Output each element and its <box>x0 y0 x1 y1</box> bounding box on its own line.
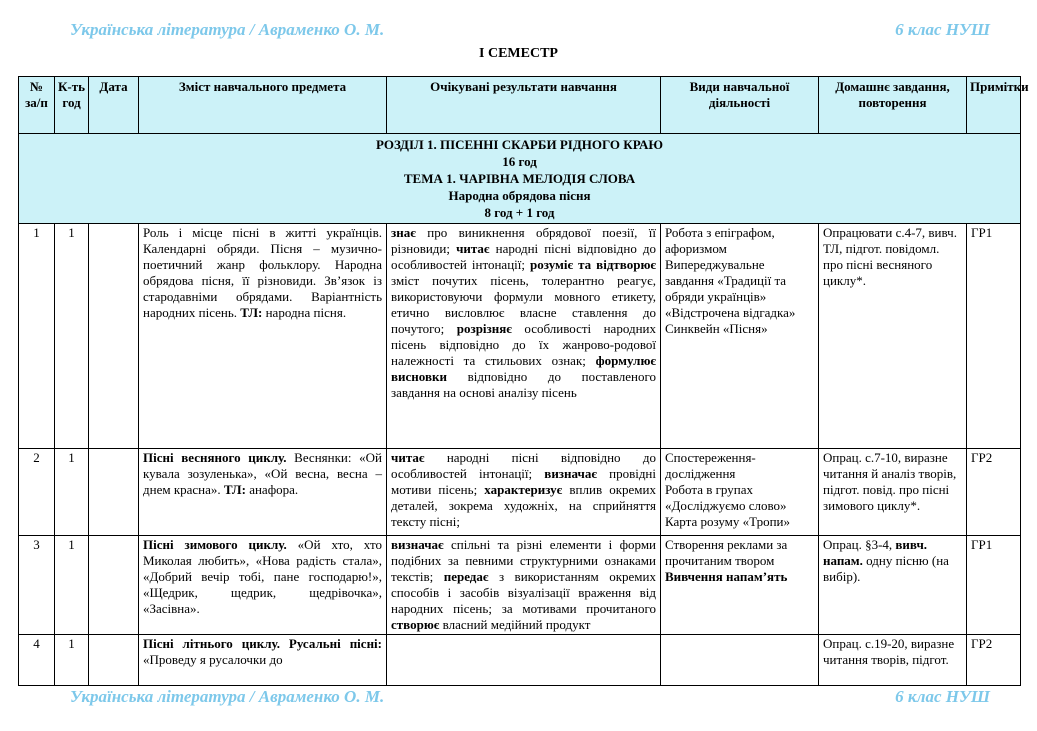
col-date: Дата <box>89 77 139 134</box>
section-hours: 16 год <box>502 154 537 169</box>
row-activities <box>661 635 819 686</box>
col-activities: Види навчальної діяльності <box>661 77 819 134</box>
row-date <box>89 536 139 635</box>
row-activities: Створення реклами за прочитаним твором Вивчення напам’ять <box>661 536 819 635</box>
row-activities: Спостереження-дослідження Робота в групах «Досліджуємо слово» Карта розуму «Тропи» <box>661 449 819 536</box>
row-number: 2 <box>19 449 55 536</box>
col-number: № за/п <box>19 77 55 134</box>
row-results <box>387 635 661 686</box>
semester-title: І СЕМЕСТР <box>479 46 558 61</box>
row-activities: Робота з епіграфом, афоризмом Випереджувальне завдання «Традиції та обряди українців» «Відстрочена відгадка» Синквейн «Пісня» <box>661 224 819 449</box>
section-title: РОЗДІЛ 1. ПІСЕННІ СКАРБИ РІДНОГО КРАЮ <box>375 137 664 152</box>
row-homework: Опрацювати с.4-7, вивч. ТЛ, підгот. повідомл. про пісні весняного циклу*. <box>819 224 967 449</box>
row-content: Роль і місце пісні в житті українців. Календарні обряди. Пісня – музично-поетичний жанр фольклору. Народна обрядова пісня, її різновиди. Зв’язок із стародавніми обрядами. Варіантність народних пісень. ТЛ: народна пісня. <box>139 224 387 449</box>
subtheme-title: Народна обрядова пісня <box>448 188 591 203</box>
table-row <box>19 449 1021 536</box>
row-note: ГР1 <box>967 224 1021 449</box>
footer-title: Українська література / Авраменко О. М. <box>70 687 385 706</box>
table-header-row <box>19 77 1021 134</box>
row-content: Пісні зимового циклу. «Ой хто, хто Миколая любить», «Нова радість стала», «Добрий вечір тобі, пане господарю!», «Щедрик, щедрик, щедрівочка», «Засівна». <box>139 536 387 635</box>
row-hours: 1 <box>55 449 89 536</box>
row-content: Пісні літнього циклу. Русальні пісні: «Проведу я русалочки до <box>139 635 387 686</box>
row-results: читає народні пісні відповідно до особливостей інтонації; визначає провідні мотиви пісень; характеризує вплив окремих деталей, зокрема художніх, на сприйняття тексту пісні; <box>387 449 661 536</box>
row-number: 1 <box>19 224 55 449</box>
page-footer <box>70 687 990 707</box>
row-date <box>89 635 139 686</box>
footer-grade: 6 клас НУШ <box>895 687 990 706</box>
col-results: Очікувані результати навчання <box>387 77 661 134</box>
theme-title: ТЕМА 1. ЧАРІВНА МЕЛОДІЯ СЛОВА <box>403 171 636 186</box>
subtheme-hours: 8 год + 1 год <box>484 205 555 220</box>
section-cell <box>19 134 1021 224</box>
row-hours: 1 <box>55 536 89 635</box>
row-homework: Опрац. с.7-10, виразне читання й аналіз творів, підгот. повід. про пісні зимового циклу*. <box>819 449 967 536</box>
row-hours: 1 <box>55 224 89 449</box>
row-number: 4 <box>19 635 55 686</box>
row-hours: 1 <box>55 635 89 686</box>
header-grade: 6 клас НУШ <box>895 20 990 39</box>
row-results: знає про виникнення обрядової поезії, її різновиди; читає народні пісні відповідно до особливостей інтонації; розуміє та відтворює зміст почутих пісень, толерантно реагує, використовуючи формули мовного етикету, етично висловлює власне ставлення до почутого; розрізняє особливості народних пісень відповідно до їх жанрово-родової належності та стильових ознак; формулює висновки відповідно до поставленого завдання на основі аналізу пісень <box>387 224 661 449</box>
table-row <box>19 635 1021 686</box>
row-date <box>89 224 139 449</box>
col-notes: Примітки <box>967 77 1021 134</box>
table-row <box>19 224 1021 449</box>
row-note: ГР2 <box>967 635 1021 686</box>
col-content: Зміст навчального предмета <box>139 77 387 134</box>
row-homework: Опрац. с.19-20, виразне читання творів, підгот. <box>819 635 967 686</box>
row-number: 3 <box>19 536 55 635</box>
col-hours: К-ть год <box>55 77 89 134</box>
table-row <box>19 536 1021 635</box>
curriculum-table <box>18 76 1029 686</box>
row-content: Пісні весняного циклу. Веснянки: «Ой кувала зозуленька», «Ой весна, весна – днем красна». ТЛ: анафора. <box>139 449 387 536</box>
section-row <box>19 134 1021 224</box>
row-results: визначає спільні та різні елементи і форми подібних за певними структурними ознаками текстів; передає з використанням окремих способів і засобів візуалізації враження від народних пісень; за мотивами прочитаного створює власний медійний продукт <box>387 536 661 635</box>
header-title: Українська література / Авраменко О. М. <box>70 20 385 39</box>
row-note: ГР2 <box>967 449 1021 536</box>
col-homework: Домашнє завдання, повторення <box>819 77 967 134</box>
page-header <box>70 20 990 40</box>
row-date <box>89 449 139 536</box>
row-homework: Опрац. §3-4, вивч. напам. одну пісню (на вибір). <box>819 536 967 635</box>
row-note: ГР1 <box>967 536 1021 635</box>
